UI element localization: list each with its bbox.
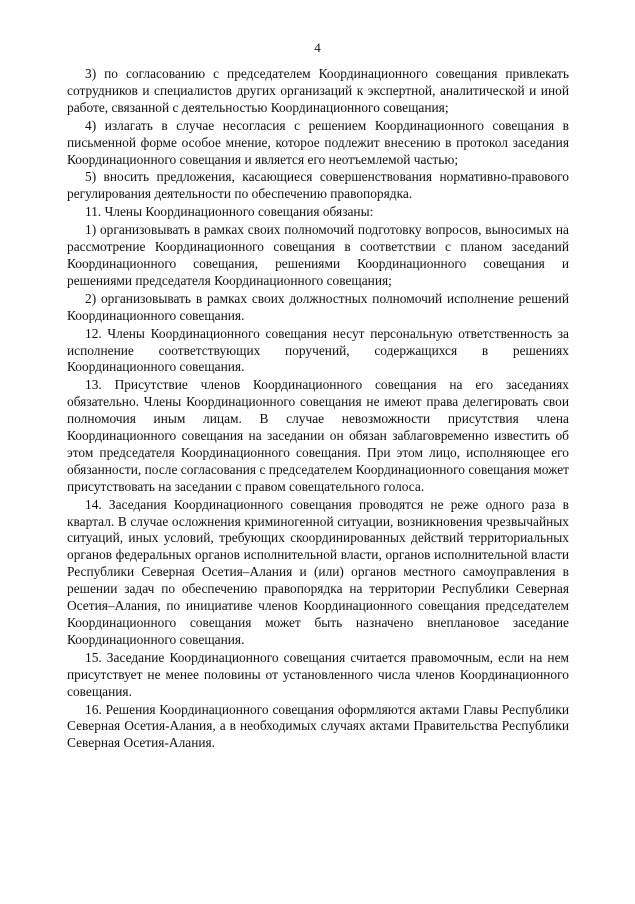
- paragraph-10-item-3: 3) по согласованию с председателем Координационного совещания привлекать сотрудников и специалистов других организаций к экспертной, аналитической и иной работе, связанной с деятельностью Координационного совещания;: [67, 66, 569, 115]
- paragraph-14: 14. Заседания Координационного совещания проводятся не реже одного раза в квартал. В случае осложнения криминогенной ситуации, возникновения чрезвычайных ситуаций, иных условий, требующих скоординированных действий территориальных органов федеральных органов исполнительной власти, органов исполнительной власти Республики Северная Осетия–Алания и (или) органов местного самоуправления в решении задач по обеспечению правопорядка на территории Республики Северная Осетия–Алания, по инициативе членов Координационного совещания председателем Координационного совещания может быть назначено внеплановое заседание Координационного совещания.: [67, 496, 569, 647]
- paragraph-15: 15. Заседание Координационного совещания считается правомочным, если на нем присутствует не менее половины от установленного числа членов Координационного совещания.: [67, 649, 569, 699]
- page-number: 4: [314, 40, 321, 55]
- paragraph-10-item-5: 5) вносить предложения, касающиеся совершенствования нормативно-правового регулирования деятельности по обеспечению правопорядка.: [67, 169, 569, 202]
- paragraph-12: 12. Члены Координационного совещания несут персональную ответственность за исполнение соответствующих поручений, содержащихся в решениях Координационного совещания.: [67, 325, 569, 375]
- paragraph-11-item-1: 1) организовывать в рамках своих полномочий подготовку вопросов, выносимых на рассмотрение Координационного совещания в соответствии с планом заседаний Координационного совещания, решениями Координационного совещания и решениями председателя Координационного совещания;: [67, 222, 569, 288]
- paragraph-16: 16. Решения Координационного совещания оформляются актами Главы Республики Северная Осетия-Алания, а в необходимых случаях актами Правительства Республики Северная Осетия-Алания.: [67, 701, 569, 751]
- paragraph-10-item-4: 4) излагать в случае несогласия с решением Координационного совещания в письменной форме особое мнение, которое подлежит внесению в протокол заседания Координационного совещания и является его неотъемлемой частью;: [67, 117, 569, 167]
- paragraph-11-heading: 11. Члены Координационного совещания обязаны:: [85, 204, 374, 220]
- paragraph-11-item-2: 2) организовывать в рамках своих должностных полномочий исполнение решений Координационного совещания.: [67, 290, 569, 323]
- document-body: [67, 66, 569, 752]
- paragraph-13: 13. Присутствие членов Координационного совещания на его заседаниях обязательно. Члены Координационного совещания не имеют права делегировать свои полномочия иным лицам. В случае невозможности присутствия члена Координационного совещания на заседании он обязан заблаговременно известить об этом председателя Координационного совещания. При этом лицо, исполняющее его обязанности, после согласования с председателем Координационного совещания может присутствовать на заседании с правом совещательного голоса.: [67, 377, 569, 494]
